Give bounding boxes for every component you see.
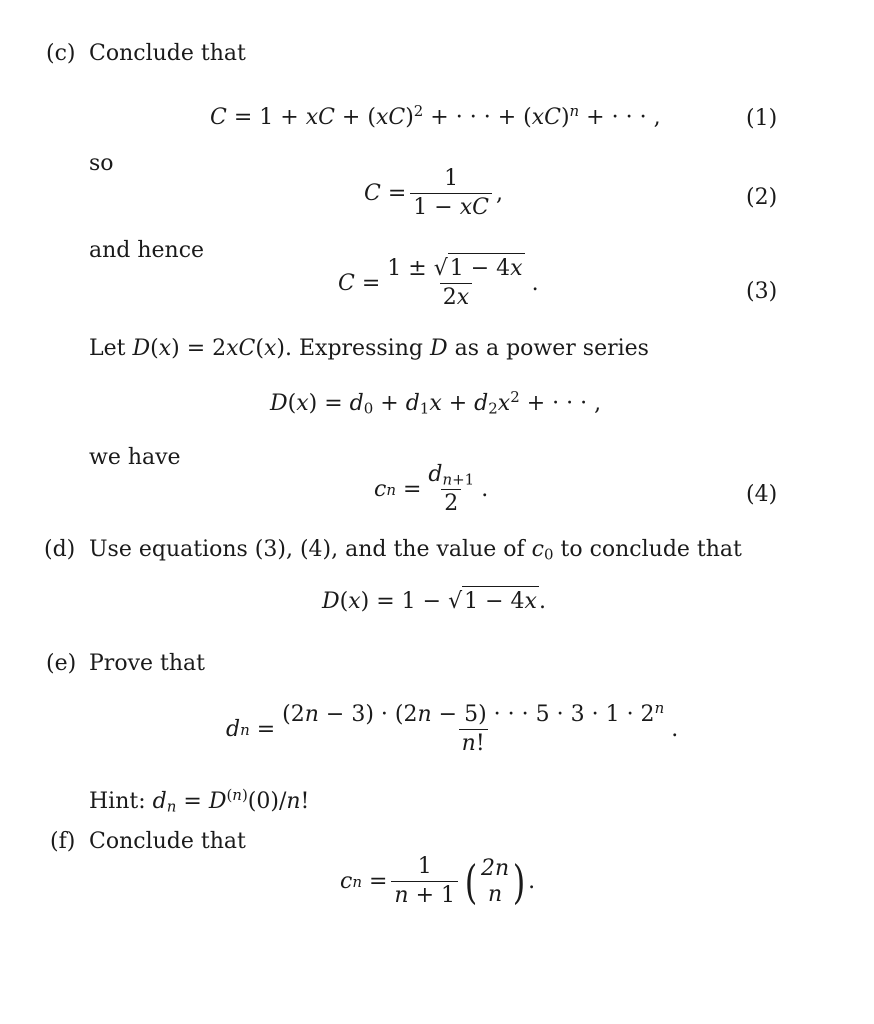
equation-3: C = $\frac{1 \pm √1 - 4x}{2x}$ . <box>338 258 539 309</box>
part-c-label: (c) <box>46 41 76 66</box>
part-f-label: (f) <box>50 829 76 854</box>
text-so: so <box>89 151 114 176</box>
equation-2: C = $\frac{1}{1 - xC}$ , <box>364 166 503 220</box>
equation-4-number: (4) <box>746 482 778 507</box>
part-d-intro: Use equations (3), (4), and the value of $c_0$ to conclude that <box>89 537 742 564</box>
part-e-label: (e) <box>46 651 77 676</box>
part-e-intro: Prove that <box>89 651 205 676</box>
part-f-intro: Conclude that <box>89 829 246 854</box>
equation-4: c n = $\frac{d_{n+1}}{2}$ . <box>374 462 489 516</box>
hint-line: Hint: $d_n = D^{(n)}(0)/n$! <box>89 785 310 816</box>
equation-cn-binomial: c n = $\frac{1}{n + 1}$ ( 2n n ) . <box>340 854 536 909</box>
text-and-hence: and hence <box>89 238 205 263</box>
part-d-label: (d) <box>44 537 76 562</box>
equation-d-closed-form: D(x) = 1 − √1 − 4x. <box>322 591 546 613</box>
part-d-intro-1: Use equations (3), (4), and the value of <box>89 537 525 562</box>
equation-2-number: (2) <box>746 185 778 210</box>
equation-3-number: (3) <box>746 279 778 304</box>
part-c-intro: Conclude that <box>89 41 246 66</box>
let-text-2: . Expressing <box>285 336 423 361</box>
let-d-sentence: Let D(x) = 2xC(x). Expressing D as a power series <box>89 336 649 361</box>
equation-d-power-series: $D(x) = d_0 + d_1x + d_2x^2$ + · · · , <box>270 387 602 418</box>
let-text-1: Let <box>89 336 126 361</box>
text-we-have: we have <box>89 445 181 470</box>
part-d-intro-2: to conclude that <box>560 537 742 562</box>
equation-1-number: (1) <box>746 106 778 131</box>
equation-dn: d n = $\frac{(2n - 3) \cdot (2n - 5) \cdot \cdot \cdot 5 \cdot 3 \cdot 1 \cdot 2^n}{n!}$ . <box>226 698 679 756</box>
let-text-3: as a power series <box>454 336 649 361</box>
equation-1: C = 1 + xC + (xC)$^2$ + · · · + (xC)$^n$ + · · · , <box>210 101 661 130</box>
hint-label: Hint: <box>89 789 146 814</box>
